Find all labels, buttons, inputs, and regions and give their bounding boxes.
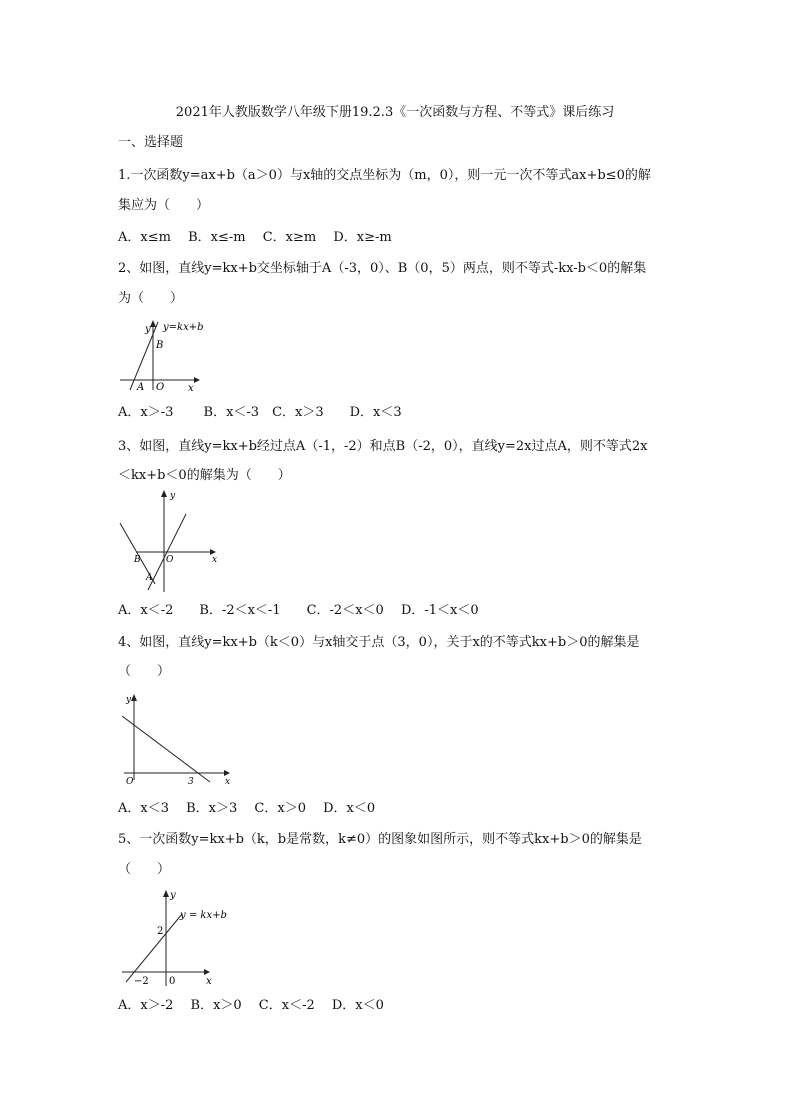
q5-y-arrow-icon bbox=[163, 890, 169, 897]
q2-a-label: A bbox=[137, 382, 145, 393]
q4-function-line bbox=[122, 716, 210, 782]
q5-figure bbox=[118, 886, 228, 991]
q5-tick-minus2: −2 bbox=[134, 976, 149, 987]
q2-func-label: y=kx+b bbox=[163, 322, 204, 333]
q2-y-label: y bbox=[145, 324, 151, 335]
q5-tick-2: 2 bbox=[157, 926, 164, 937]
q3-options: A．x＜-2 B．-2＜x＜-1 C．-2＜x＜0 D．-1＜x＜0 bbox=[118, 603, 479, 618]
q4-y-arrow-icon bbox=[131, 694, 137, 701]
q5-y-label: y bbox=[170, 890, 176, 901]
q5-func-label: y = kx+b bbox=[180, 910, 227, 921]
q3-y-label: y bbox=[170, 491, 176, 501]
q2-options: A．x＞-3 B．x＜-3 C．x＞3 D．x＜3 bbox=[118, 405, 402, 420]
q1-stem-line2: 集应为（ ） bbox=[118, 198, 210, 213]
q5-options: A．x＞-2 B．x＞0 C．x＜-2 D．x＜0 bbox=[118, 998, 384, 1013]
q1-stem-line1: 1.一次函数y=ax+b（a＞0）与x轴的交点坐标为（m，0），则一元一次不等式ax+b≤0的解 bbox=[118, 168, 651, 183]
q2-figure bbox=[118, 318, 208, 394]
q5-o-label: 0 bbox=[169, 976, 176, 987]
q2-x-arrow-icon bbox=[194, 377, 200, 383]
q4-o-label: O bbox=[126, 777, 134, 787]
q2-stem-line1: 2、如图，直线y=kx+b交坐标轴于A（-3，0）、B（0，5）两点，则不等式-kx-b＜0的解集 bbox=[118, 261, 647, 276]
q5-x-arrow-icon bbox=[204, 969, 210, 975]
q2-o-label: O bbox=[156, 382, 165, 393]
q3-x-label: x bbox=[212, 555, 218, 565]
section-heading: 一、选择题 bbox=[118, 135, 184, 150]
q4-tick-3: 3 bbox=[188, 777, 194, 787]
q4-y-label: y bbox=[126, 695, 132, 705]
q3-stem-line2: ＜kx+b＜0的解集为（ ） bbox=[118, 468, 291, 483]
q2-x-label: x bbox=[188, 383, 194, 394]
q5-stem-line2: （ ） bbox=[118, 862, 171, 877]
q3-y-arrow-icon bbox=[161, 490, 167, 497]
q4-x-arrow-icon bbox=[224, 770, 230, 776]
q5-x-label: x bbox=[206, 976, 212, 987]
q4-options: A．x＜3 B．x＞3 C．x＞0 D．x＜0 bbox=[118, 801, 376, 816]
q2-y-arrow-icon bbox=[150, 320, 156, 327]
q4-x-label: x bbox=[225, 777, 231, 787]
q4-stem-line2: （ ） bbox=[118, 664, 171, 679]
q3-o-label: O bbox=[166, 555, 174, 565]
q4-figure bbox=[118, 690, 238, 790]
q2-b-label: B bbox=[156, 340, 164, 351]
q3-stem-line1: 3、如图，直线y=kx+b经过点A（-1，-2）和点B（-2，0），直线y=2x过点A，则不等式2x bbox=[118, 439, 648, 454]
document-title: 2021年人教版数学八年级下册19.2.3《一次函数与方程、不等式》课后练习 bbox=[175, 105, 615, 120]
q2-stem-line2: 为（ ） bbox=[118, 291, 184, 306]
q4-stem-line1: 4、如图，直线y=kx+b（k＜0）与x轴交于点（3，0），关于x的不等式kx+b＞0的解集是 bbox=[118, 635, 640, 650]
q3-b-label: B bbox=[134, 555, 141, 565]
q3-a-label: A bbox=[146, 573, 153, 583]
q3-figure bbox=[118, 488, 223, 593]
q5-stem-line1: 5、一次函数y=kx+b（k，b是常数，k≠0）的图象如图所示，则不等式kx+b＞0的解集是 bbox=[118, 832, 642, 847]
q1-options: A．x≤m B．x≤-m C．x≥m D．x≥-m bbox=[118, 230, 392, 245]
